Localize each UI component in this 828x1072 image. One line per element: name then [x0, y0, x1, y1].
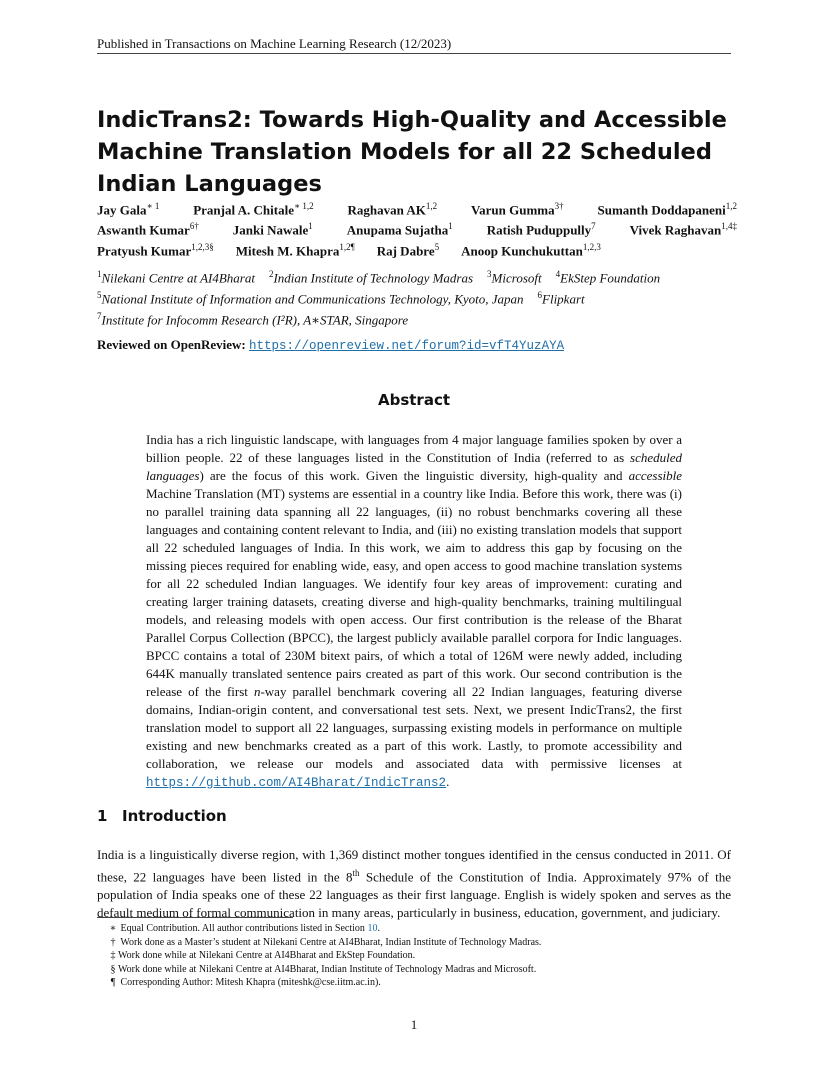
author: Sumanth Doddapaneni$^{1,2}$: [597, 201, 737, 218]
affiliations: [97, 266, 660, 328]
author: Aswanth Kumar$^{6\dagger}$: [97, 221, 199, 238]
footnote: ¶ Corresponding Author: Mitesh Khapra (miteshk@cse.iitm.ac.in).: [110, 977, 381, 988]
author: Mitesh M. Khapra$^{1,2\P}$: [235, 241, 355, 258]
section-title: Introduction: [122, 807, 227, 825]
author: Anoop Kunchukuttan$^{1,2,3}$: [461, 241, 601, 258]
author: Jay Gala$^{∗ 1}$: [97, 201, 160, 218]
footnote: † Work done as a Master’s student at Nilekani Centre at AI4Bharat, Indian Institute of Technology Madras.: [110, 936, 542, 948]
author: Pratyush Kumar$^{1,2,3\S}$: [97, 241, 214, 258]
section-number: 1: [97, 807, 108, 825]
header-rule: [97, 53, 731, 54]
section-ref-link[interactable]: 10: [367, 923, 378, 934]
author-list: [97, 198, 737, 259]
author: Ratish Puduppully$^7$: [486, 221, 596, 238]
author: Vivek Raghavan$^{1,4\ddagger}$: [629, 221, 737, 238]
section-heading-introduction: [97, 807, 227, 825]
affiliation-line-2: $^5$National Institute of Information and Communications Technology, Kyoto, Japan $^6$Flipkart: [97, 289, 585, 307]
footnotes: [108, 922, 541, 990]
page-number: 1: [410, 1017, 418, 1032]
paper-title: IndicTrans2: Towards High-Quality and Accessible Machine Translation Models for all 22 Scheduled Indian Languages: [97, 107, 727, 197]
footnote: ‡ Work done while at Nilekani Centre at AI4Bharat and EkStep Foundation.: [110, 950, 416, 961]
author: Raj Dabre$^5$: [376, 241, 440, 258]
footnote-rule: [97, 917, 293, 918]
author: Janki Nawale$^1$: [232, 221, 313, 238]
footnote: ∗ Equal Contribution. All author contributions listed in Section 10.: [109, 923, 380, 934]
author: Anupama Sujatha$^1$: [346, 221, 453, 238]
introduction-paragraph: India is a linguistically diverse region, with 1,369 distinct mother tongues identified in the census conducted in 2011. Of these, 22 languages have been listed in the 8th Schedule of the Constitution of India. Approximately 97% of the population of India speaks one of these 22 languages as their first language. English is widely spoken and serves as the default medium of formal communication in many areas, particularly in business, education, government, and judiciary.: [97, 847, 731, 921]
affiliation-line-1: $^1$Nilekani Centre at AI4Bharat $^2$Indian Institute of Technology Madras $^3$Microsoft $^4$EkStep Foundation: [97, 269, 661, 286]
running-head: Published in Transactions on Machine Learning Research (12/2023): [97, 36, 452, 51]
github-link[interactable]: https://github.com/AI4Bharat/IndicTrans2: [146, 776, 447, 790]
openreview-link[interactable]: https://openreview.net/forum?id=vfT4YuzAYA: [249, 339, 565, 353]
affiliation-line-3: $^7$Institute for Infocomm Research (I²R), A∗STAR, Singapore: [97, 310, 409, 327]
abstract-heading: Abstract: [377, 391, 451, 409]
author-line-2: [97, 218, 737, 238]
author: Pranjal A. Chitale$^{∗ 1,2}$: [193, 201, 314, 218]
review-label: Reviewed on OpenReview:: [97, 337, 246, 352]
footnote: § Work done while at Nilekani Centre at AI4Bharat, Indian Institute of Technology Madras and Microsoft.: [110, 963, 537, 975]
author-line-1: [97, 198, 737, 218]
author-line-3: [97, 239, 737, 259]
author: Raghavan AK$^{1,2}$: [347, 201, 438, 218]
author: Varun Gumma$^{3\dagger}$: [470, 201, 564, 218]
review-line: [97, 337, 564, 353]
abstract-text: India has a rich linguistic landscape, with languages from 4 major language families spoken by over a billion people. 22 of these languages listed in the Constitution of India (referred to as scheduled languages) are the focus of this work. Given the linguistic diversity, high-quality and accessible Machine Translation (MT) systems are essential in a country like India. Before this work, there was (i) no parallel training data spanning all 22 languages, (ii) no robust benchmarks covering all these languages and containing content relevant to India, and (iii) no existing translation models that support all 22 scheduled languages of India. In this work, we aim to address this gap by focusing on the missing pieces required for enabling wide, easy, and open access to good machine translation systems for all 22 scheduled Indian languages. We identify four key areas of improvement: curating and creating larger training datasets, creating diverse and high-quality benchmarks, training multilingual models, and releasing models with open access. Our first contribution is the release of the Bharat Parallel Corpus Collection (BPCC), the largest publicly available parallel corpora for Indic languages. BPCC contains a total of 230M bitext pairs, of which a total of 126M were newly added, including 644K manually translated sentence pairs created as part of this work. Our second contribution is the release of the first n-way parallel benchmark covering all 22 Indian languages, featuring diverse domains, Indian-origin content, and conversational test sets. Next, we present IndicTrans2, the first translation model to support all 22 languages, surpassing existing models in performance on multiple existing and new benchmarks created as a part of this work. Lastly, to promote accessibility and collaboration, we release our models and associated data with permissive licenses at https://github.com/AI4Bharat/IndicTrans2.: [146, 432, 683, 790]
